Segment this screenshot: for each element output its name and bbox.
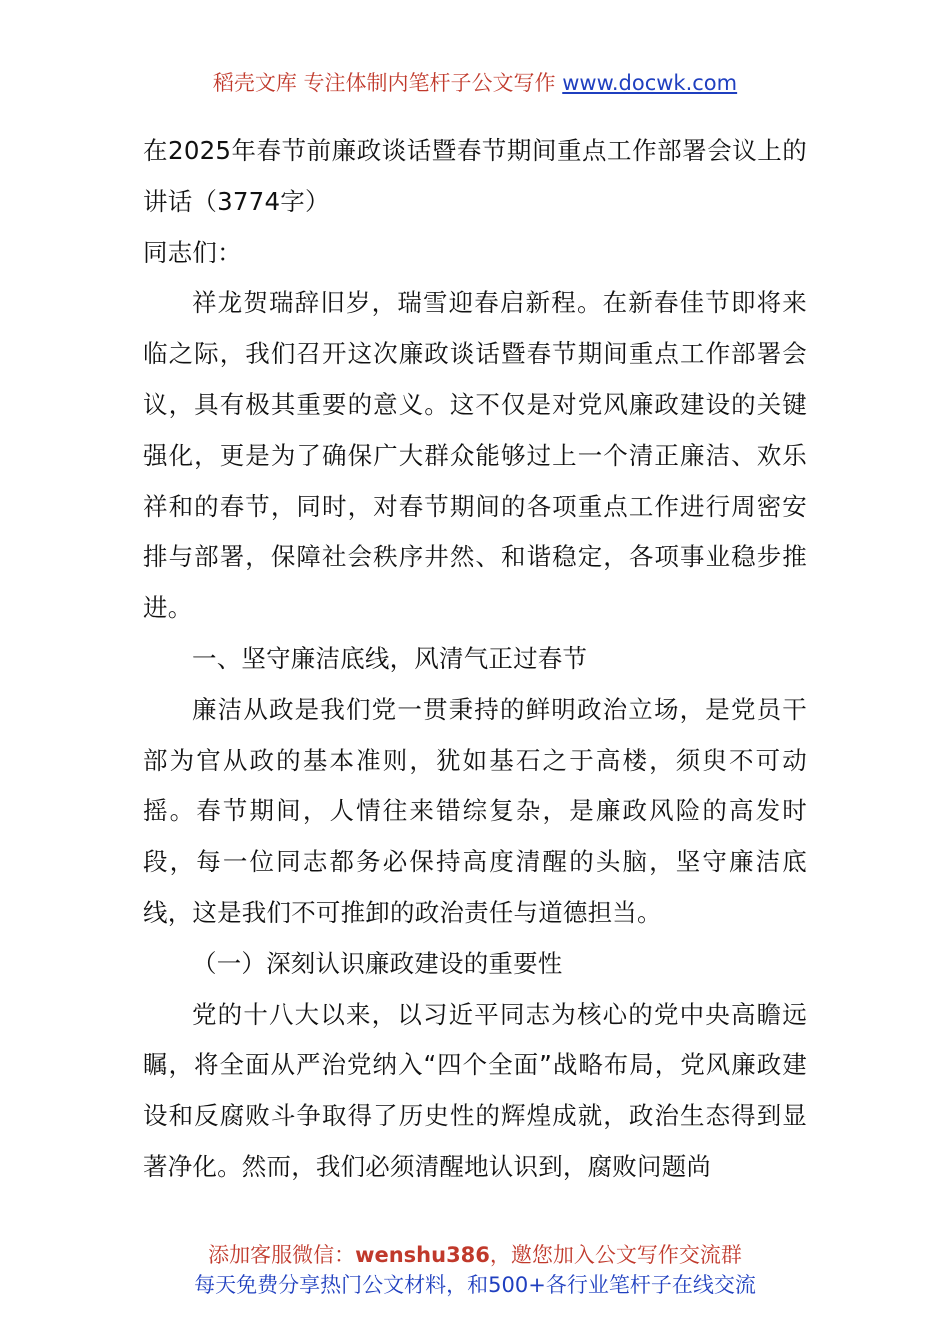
site-name: 稻壳文库 专注体制内笔杆子公文写作 [212,71,556,95]
footer-share-line: 每天免费分享热门公文材料，和500+各行业笔杆子在线交流 [194,1273,756,1297]
wechat-id: wenshu386 [355,1243,490,1267]
footer-wechat-line [0,1240,950,1270]
subsection-heading-1: （一）深刻认识廉政建设的重要性 [192,948,563,978]
document-title: 在2025年春节前廉政谈话暨春节期间重点工作部署会议上的讲话（3774字） [143,136,807,216]
site-url-link[interactable]: www.docwk.com [562,71,738,95]
paragraph-subsection-1: 党的十八大以来，以习近平同志为核心的党中央高瞻远瞩，将全面从严治党纳入“四个全面”战略布局，党风廉政建设和反腐败斗争取得了历史性的辉煌成就，政治生态得到显著净化。然而，我们必须清醒地认识到，腐败问题尚 [143,999,807,1181]
document-body [143,126,807,1193]
paragraph-intro: 祥龙贺瑞辞旧岁，瑞雪迎春启新程。在新春佳节即将来临之际，我们召开这次廉政谈话暨春节期间重点工作部署会议，具有极其重要的意义。这不仅是对党风廉政建设的关键强化，更是为了确保广大群众能够过上一个清正廉洁、欢乐祥和的春节，同时，对春节期间的各项重点工作进行周密安排与部署，保障社会秩序井然、和谐稳定，各项事业稳步推进。 [143,288,807,623]
page-header [0,68,950,98]
footer-wechat-prefix: 添加客服微信： [208,1243,356,1267]
paragraph-section-1: 廉洁从政是我们党一贯秉持的鲜明政治立场，是党员干部为官从政的基本准则，犹如基石之于高楼，须臾不可动摇。春节期间，人情往来错综复杂，是廉政风险的高发时段，每一位同志都务必保持高度清醒的头脑，坚守廉洁底线，这是我们不可推卸的政治责任与道德担当。 [143,694,807,927]
page-footer [0,1240,950,1300]
salutation: 同志们： [143,237,242,267]
footer-wechat-suffix: ，邀您加入公文写作交流群 [489,1243,742,1267]
section-heading-1: 一、坚守廉洁底线，风清气正过春节 [192,643,588,673]
